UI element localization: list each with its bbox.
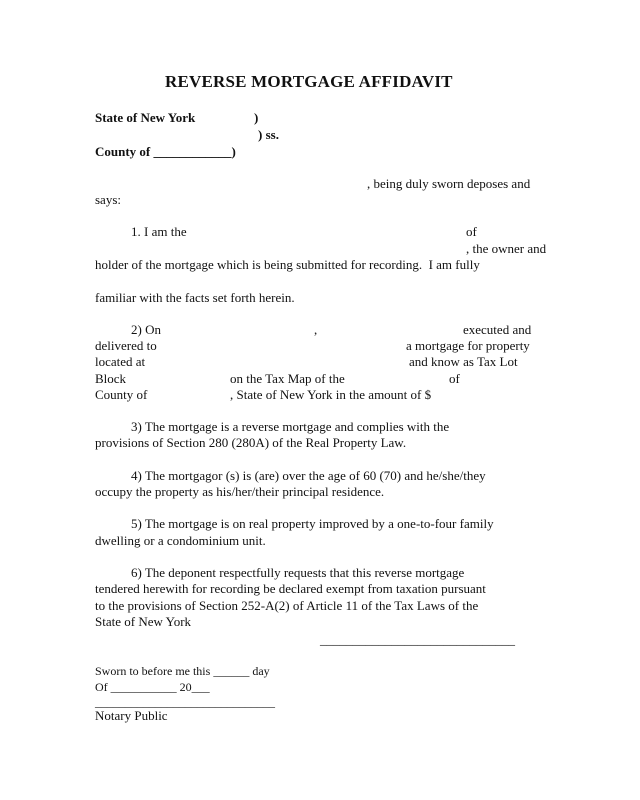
para1-line-1b: of <box>466 224 477 239</box>
para4-line-2: occupy the property as his/her/their principal residence. <box>95 484 385 499</box>
para4-line-1: 4) The mortgagor (s) is (are) over the age of 60 (70) and he/she/they <box>131 468 486 483</box>
para1-line-4: familiar with the facts set forth herein. <box>95 290 295 305</box>
intro-line-2: says: <box>95 192 121 207</box>
notary-signature-line: ______________________________ <box>95 695 275 709</box>
para1-line-3: holder of the mortgage which is being submitted for recording. I am fully <box>95 257 480 272</box>
para2-line-1c: executed and <box>463 322 532 337</box>
para2-line-5a: County of <box>95 387 148 402</box>
state-paren: ) <box>254 110 259 125</box>
para5-line-1: 5) The mortgage is on real property improved by a one-to-four family <box>131 516 494 531</box>
notary-public-label: Notary Public <box>95 708 168 723</box>
para2-line-4b: on the Tax Map of the <box>230 371 345 386</box>
para2-line-1b: , <box>314 322 318 337</box>
para2-line-4c: of <box>449 371 460 386</box>
para3-line-2: provisions of Section 280 (280A) of the Real Property Law. <box>95 435 407 450</box>
intro-line-1: , being duly sworn deposes and <box>367 176 531 191</box>
jurat-date-line: Of ___________ 20___ <box>95 680 210 694</box>
para2-line-2a: delivered to <box>95 338 157 353</box>
para3-line-1: 3) The mortgage is a reverse mortgage and complies with the <box>131 419 450 434</box>
county-label: County of ____________) <box>95 144 236 159</box>
para2-line-2b: a mortgage for property <box>406 338 530 353</box>
jurat-sworn-line: Sworn to before me this ______ day <box>95 664 270 678</box>
para2-line-1a: 2) On <box>131 322 161 337</box>
para2-line-3b: and know as Tax Lot <box>409 354 518 369</box>
signature-line: ______________________________ <box>320 632 515 647</box>
para6-line-3: to the provisions of Section 252-A(2) of Article 11 of the Tax Laws of the <box>95 598 479 613</box>
para2-line-3a: located at <box>95 354 146 369</box>
ss-label: ) ss. <box>258 127 279 142</box>
para6-line-1: 6) The deponent respectfully requests that this reverse mortgage <box>131 565 465 580</box>
para2-line-4a: Block <box>95 371 127 386</box>
document-title: REVERSE MORTGAGE AFFIDAVIT <box>165 72 453 91</box>
para5-line-2: dwelling or a condominium unit. <box>95 533 266 548</box>
para1-line-2: , the owner and <box>466 241 547 256</box>
para1-line-1a: 1. I am the <box>131 224 187 239</box>
para6-line-2: tendered herewith for recording be declared exempt from taxation pursuant <box>95 581 486 596</box>
para2-line-5b: , State of New York in the amount of $ <box>230 387 432 402</box>
para6-line-4: State of New York <box>95 614 192 629</box>
state-label: State of New York <box>95 110 196 125</box>
